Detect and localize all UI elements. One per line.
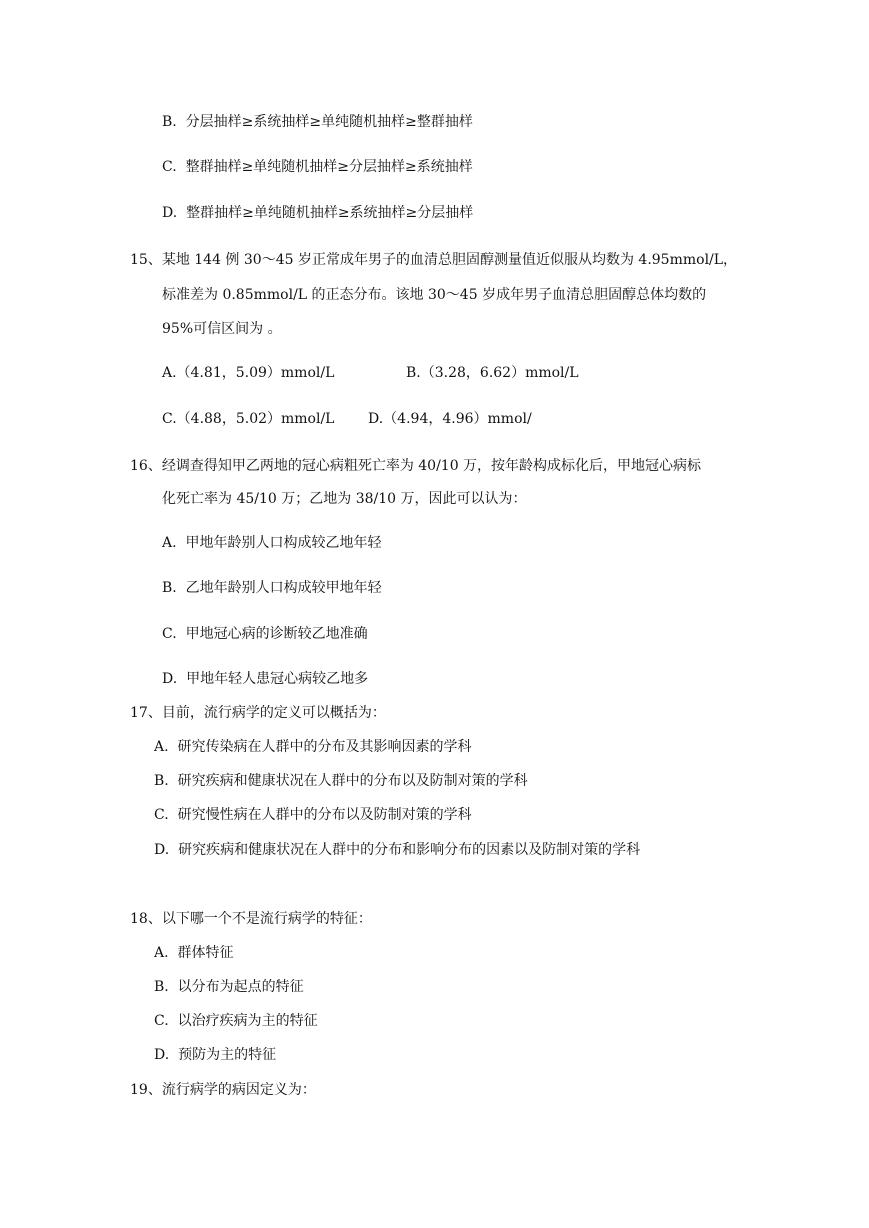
- q16-option-c: C. 甲地冠心病的诊断较乙地准确: [162, 626, 368, 642]
- q16-option-b: B. 乙地年龄别人口构成较甲地年轻: [162, 580, 382, 596]
- q18-option-d: D. 预防为主的特征: [154, 1047, 277, 1063]
- q15-question-line-1: 15、某地 144 例 30～45 岁正常成年男子的血清总胆固醇测量值近似服从均数为 4.95mmol/L，: [130, 252, 738, 268]
- q16-question-line-2: 化死亡率为 45/10 万；乙地为 38/10 万，因此可以认为：: [162, 491, 527, 507]
- q18-option-b: B. 以分布为起点的特征: [154, 979, 304, 995]
- q15-option-d: D.（4.94，4.96）mmol/: [368, 411, 532, 427]
- q18-question: 18、以下哪一个不是流行病学的特征：: [130, 911, 372, 927]
- q16-option-d: D. 甲地年轻人患冠心病较乙地多: [162, 671, 369, 687]
- q19-question: 19、流行病学的病因定义为：: [130, 1082, 316, 1098]
- q17-question: 17、目前，流行病学的定义可以概括为：: [130, 705, 386, 721]
- q15-option-b: B.（3.28，6.62）mmol/L: [406, 365, 579, 381]
- q18-option-a: A. 群体特征: [154, 945, 234, 961]
- q17-option-a: A. 研究传染病在人群中的分布及其影响因素的学科: [154, 739, 472, 755]
- q16-option-a: A. 甲地年龄别人口构成较乙地年轻: [162, 535, 382, 551]
- q18-option-c: C. 以治疗疾病为主的特征: [154, 1013, 318, 1029]
- q17-option-b: B. 研究疾病和健康状况在人群中的分布以及防制对策的学科: [154, 773, 528, 789]
- q14-option-d: D. 整群抽样≥单纯随机抽样≥系统抽样≥分层抽样: [162, 205, 474, 221]
- q15-question-line-3: 95%可信区间为 。: [162, 321, 282, 337]
- q16-question-line-1: 16、经调查得知甲乙两地的冠心病粗死亡率为 40/10 万，按年龄构成标化后，甲地冠心病标: [130, 458, 702, 474]
- q15-option-a: A.（4.81，5.09）mmol/L: [162, 365, 335, 381]
- q14-option-b: B. 分层抽样≥系统抽样≥单纯随机抽样≥整群抽样: [162, 114, 473, 130]
- q17-option-d: D. 研究疾病和健康状况在人群中的分布和影响分布的因素以及防制对策的学科: [154, 842, 641, 858]
- q15-option-c: C.（4.88，5.02）mmol/L: [162, 411, 335, 427]
- q14-option-c: C. 整群抽样≥单纯随机抽样≥分层抽样≥系统抽样: [162, 159, 473, 175]
- q15-question-line-2: 标准差为 0.85mmol/L 的正态分布。该地 30～45 岁成年男子血清总胆固醇总体均数的: [162, 287, 707, 303]
- q17-option-c: C. 研究慢性病在人群中的分布以及防制对策的学科: [154, 807, 472, 823]
